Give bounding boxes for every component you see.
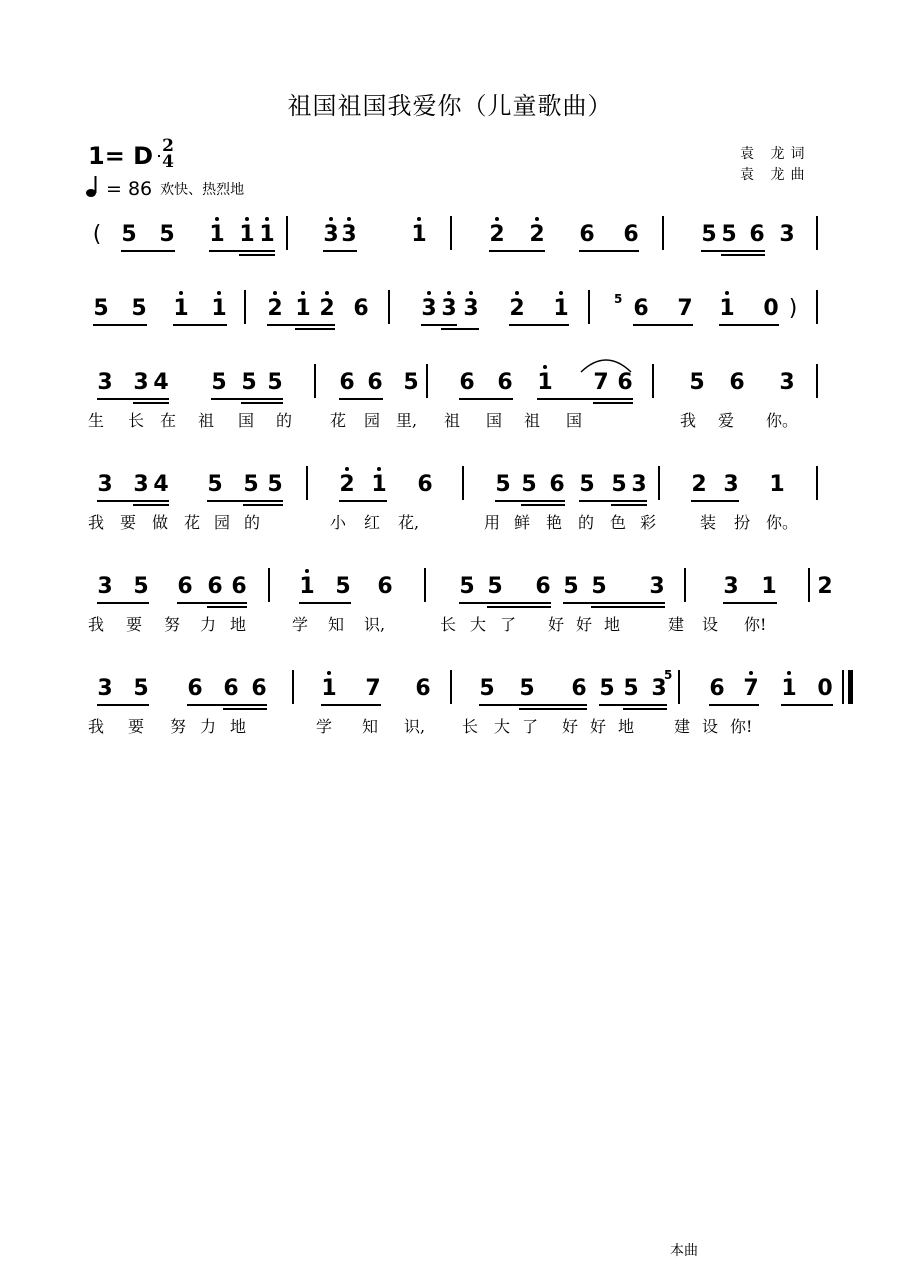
note: 3 [133, 370, 149, 395]
note: 3 [723, 574, 739, 599]
note: 3 [631, 472, 647, 497]
octave-dot [327, 671, 331, 675]
note: 5 [721, 222, 737, 247]
lyric-syllable: 生 [88, 411, 105, 430]
octave-dot [325, 291, 329, 295]
lyric-syllable: 鲜 [514, 513, 531, 532]
note: 6 [415, 676, 431, 701]
bar-line [462, 466, 464, 500]
note: 6 [549, 472, 565, 497]
octave-dot [329, 217, 333, 221]
note: 5 [519, 676, 535, 701]
lyric-syllable: 你。 [766, 411, 799, 430]
beam-underline [211, 398, 283, 400]
lyric-syllable: 识, [364, 615, 386, 634]
lyric-syllable: 园 [214, 513, 231, 532]
lyric-syllable: 地 [604, 615, 621, 634]
beam-underline [223, 708, 267, 710]
lyric-syllable: 做 [152, 513, 169, 532]
octave-dot [273, 291, 277, 295]
beam-underline [207, 606, 247, 608]
beam-underline [521, 504, 565, 506]
note: 5 [521, 472, 537, 497]
octave-dot [535, 217, 539, 221]
note: 6 [251, 676, 267, 701]
lyric-syllable: 要 [120, 513, 137, 532]
bar-line [816, 466, 818, 500]
beam-underline [579, 500, 647, 502]
beam-underline [207, 500, 283, 502]
lyric-syllable: 用 [484, 513, 501, 532]
beam-underline [593, 402, 633, 404]
note: 3 [421, 296, 437, 321]
lyric-syllable: 的 [244, 513, 261, 532]
beam-underline [537, 398, 633, 400]
note: 6 [633, 296, 649, 321]
composer-credit: 袁 龙曲 [740, 167, 811, 183]
beam-underline [459, 602, 551, 604]
octave-dot [301, 291, 305, 295]
note: 6 [749, 222, 765, 247]
note: 1 [173, 296, 189, 321]
note: 3 [779, 370, 795, 395]
bar-line [652, 364, 654, 398]
beam-underline [187, 704, 267, 706]
note: 7 [677, 296, 693, 321]
beam-underline [239, 254, 275, 256]
beam-underline [633, 324, 693, 326]
bar-line [388, 290, 390, 324]
bar-line [286, 216, 288, 250]
tempo-value: = 86 [106, 178, 153, 200]
bar-line [808, 568, 810, 602]
beam-underline [623, 708, 667, 710]
note: 6 [497, 370, 513, 395]
lyric-syllable: 祖 [524, 411, 541, 430]
beam-underline [97, 398, 169, 400]
note: 1 [209, 222, 225, 247]
bar-line [244, 290, 246, 324]
note: 3 [649, 574, 665, 599]
beam-underline [611, 504, 647, 506]
time-signature-bottom: 4 [162, 152, 174, 172]
lyric-syllable: 国 [238, 411, 255, 430]
lyric-syllable: 红 [364, 513, 381, 532]
note: 3 [97, 370, 113, 395]
lyric-syllable: 大 [470, 615, 487, 634]
octave-dot [215, 217, 219, 221]
beam-underline [479, 704, 587, 706]
beam-underline [97, 500, 169, 502]
bar-line [306, 466, 308, 500]
beam-underline [489, 250, 545, 252]
bar-line [816, 216, 818, 250]
note: 6 [459, 370, 475, 395]
note: 3 [779, 222, 795, 247]
beam-underline [321, 704, 381, 706]
note: 4 [153, 472, 169, 497]
lyric-syllable: 国 [566, 411, 583, 430]
note: 1 [239, 222, 255, 247]
beam-underline [701, 250, 765, 252]
note: 6 [187, 676, 203, 701]
lyric-syllable: 扮 [734, 513, 751, 532]
lyric-syllable: 你! [744, 615, 767, 634]
beam-underline [97, 602, 149, 604]
note: 3 [323, 222, 339, 247]
lyric-syllable: 祖 [198, 411, 215, 430]
octave-dot [749, 671, 753, 675]
lyric-syllable: 色 [610, 513, 627, 532]
note: 5 [133, 574, 149, 599]
lyric-syllable: 花 [330, 411, 347, 430]
lyric-syllable: 你。 [766, 513, 799, 532]
beam-underline [173, 324, 227, 326]
lyric-syllable: 了 [500, 615, 517, 634]
lyric-syllable: 你! [730, 717, 753, 736]
note: 6 [377, 574, 393, 599]
lyric-syllable: 国 [486, 411, 503, 430]
lyricist-credit: 袁 龙词 [740, 146, 811, 162]
note: 5 [403, 370, 419, 395]
note: 5 [495, 472, 511, 497]
beam-underline [209, 250, 275, 252]
lyric-syllable: 努 [164, 615, 181, 634]
note: 2 [509, 296, 525, 321]
lyric-syllable: 地 [230, 717, 247, 736]
note: 3 [133, 472, 149, 497]
page-title: 祖国祖国我爱你（儿童歌曲） [287, 92, 613, 120]
lyric-syllable: 识, [404, 717, 426, 736]
note: 6 [623, 222, 639, 247]
quarter-note-icon [86, 176, 100, 202]
bar-line [268, 568, 270, 602]
note: 5 [131, 296, 147, 321]
lyric-syllable: 学 [292, 615, 309, 634]
beam-underline [323, 250, 357, 252]
beam-underline [177, 602, 247, 604]
note: 5 [121, 222, 137, 247]
note: 1 [761, 574, 777, 599]
octave-dot [495, 217, 499, 221]
note: 1 [321, 676, 337, 701]
octave-dot [417, 217, 421, 221]
beam-underline [691, 500, 739, 502]
bar-line [816, 364, 818, 398]
beam-underline [267, 324, 335, 326]
tie-arc [576, 354, 636, 374]
tempo-description: 欢快、热烈地 [160, 182, 245, 198]
note: 0 [817, 676, 833, 701]
note: 3 [463, 296, 479, 321]
note: 2 [691, 472, 707, 497]
lyric-syllable: 地 [618, 717, 635, 736]
lyric-syllable: 长 [462, 717, 479, 736]
lyric-syllable: 要 [126, 615, 143, 634]
bar-line [450, 216, 452, 250]
lyric-syllable: 力 [200, 717, 217, 736]
note: 1 [769, 472, 785, 497]
bar-line [816, 290, 818, 324]
note: 3 [97, 472, 113, 497]
note: 7 [365, 676, 381, 701]
note: 2 [319, 296, 335, 321]
note: 1 [299, 574, 315, 599]
lyric-syllable: 艳 [546, 513, 563, 532]
lyric-syllable: 力 [200, 615, 217, 634]
beam-underline [563, 602, 665, 604]
beam-underline [243, 504, 283, 506]
lyric-syllable: 我 [88, 615, 105, 634]
lyric-syllable: 小 [330, 513, 347, 532]
note: 6 [617, 370, 633, 395]
beam-underline [241, 402, 283, 404]
note: 5 [243, 472, 259, 497]
beam-underline [133, 504, 169, 506]
octave-dot [345, 467, 349, 471]
time-signature [158, 138, 178, 170]
note: 5 [335, 574, 351, 599]
note: 6 [709, 676, 725, 701]
note: 5 [611, 472, 627, 497]
octave-dot [725, 291, 729, 295]
note: 1 [537, 370, 553, 395]
lyric-syllable: 装 [700, 513, 717, 532]
note: 2 [339, 472, 355, 497]
octave-dot [787, 671, 791, 675]
note: 5 [133, 676, 149, 701]
note: 0 [763, 296, 779, 321]
note: 5 [591, 574, 607, 599]
lyric-syllable: 大 [494, 717, 511, 736]
beam-underline [133, 402, 169, 404]
octave-dot [469, 291, 473, 295]
beam-underline [591, 606, 665, 608]
note: ) [788, 296, 798, 321]
beam-underline [509, 324, 569, 326]
note: 5 [689, 370, 705, 395]
lyric-syllable: 地 [230, 615, 247, 634]
lyric-syllable: 了 [522, 717, 539, 736]
lyric-syllable: 园 [364, 411, 381, 430]
tempo-marking [86, 176, 244, 202]
note: 5 [159, 222, 175, 247]
bar-line [588, 290, 590, 324]
note: 6 [729, 370, 745, 395]
note: 2 [529, 222, 545, 247]
note: 6 [353, 296, 369, 321]
lyric-syllable: 我 [88, 717, 105, 736]
note: 4 [153, 370, 169, 395]
beam-underline [339, 398, 383, 400]
lyric-syllable: 花, [398, 513, 420, 532]
lyric-syllable: 的 [276, 411, 293, 430]
note: 5 [563, 574, 579, 599]
note: 6 [207, 574, 223, 599]
time-signature-line [158, 155, 160, 157]
time-signature-top: 2 [162, 136, 174, 156]
lyric-syllable: 长 [440, 615, 457, 634]
octave-dot [265, 217, 269, 221]
bar-line [662, 216, 664, 250]
lyric-syllable: 要 [128, 717, 145, 736]
note: 2 [817, 574, 833, 599]
note: 5 [267, 370, 283, 395]
key-signature: 1= D [88, 142, 154, 170]
bar-line [426, 364, 428, 398]
note: 1 [259, 222, 275, 247]
note: 7 [593, 370, 609, 395]
lyric-syllable: 建 [668, 615, 685, 634]
beam-underline [339, 500, 387, 502]
note: 6 [417, 472, 433, 497]
footer-label: 本曲 [670, 1243, 698, 1259]
note: 6 [571, 676, 587, 701]
beam-underline [121, 250, 175, 252]
bar-line [314, 364, 316, 398]
lyric-syllable: 设 [702, 717, 719, 736]
note: 1 [411, 222, 427, 247]
note: 5 [701, 222, 717, 247]
lyric-syllable: 建 [674, 717, 691, 736]
note: 5 [241, 370, 257, 395]
note: ( [92, 222, 102, 247]
note: 3 [723, 472, 739, 497]
grace-note: 5 [614, 292, 623, 306]
note: 5 [207, 472, 223, 497]
lyric-syllable: 我 [680, 411, 697, 430]
beam-underline [459, 398, 513, 400]
note: 5 [479, 676, 495, 701]
lyric-syllable: 好 [562, 717, 579, 736]
note: 5 [267, 472, 283, 497]
lyric-syllable: 设 [702, 615, 719, 634]
beam-underline [719, 324, 779, 326]
lyric-syllable: 的 [578, 513, 595, 532]
lyric-syllable: 长 [128, 411, 145, 430]
note: 2 [489, 222, 505, 247]
beam-underline [709, 704, 759, 706]
beam-underline [579, 250, 639, 252]
octave-dot [245, 217, 249, 221]
note: 5 [459, 574, 475, 599]
lyric-syllable: 好 [576, 615, 593, 634]
lyric-syllable: 好 [590, 717, 607, 736]
note: 3 [341, 222, 357, 247]
note: 3 [651, 676, 667, 701]
note: 5 [487, 574, 503, 599]
lyric-syllable: 祖 [444, 411, 461, 430]
octave-dot [377, 467, 381, 471]
bar-line [684, 568, 686, 602]
note: 3 [97, 574, 113, 599]
note: 1 [553, 296, 569, 321]
note: 2 [267, 296, 283, 321]
note: 1 [719, 296, 735, 321]
beam-underline [495, 500, 565, 502]
note: 5 [211, 370, 227, 395]
lyric-syllable: 花 [184, 513, 201, 532]
octave-dot [217, 291, 221, 295]
octave-dot [515, 291, 519, 295]
bar-line [424, 568, 426, 602]
lyric-syllable: 知 [328, 615, 345, 634]
note: 1 [781, 676, 797, 701]
beam-underline [299, 602, 351, 604]
grace-note: 5 [664, 668, 673, 682]
note: 6 [579, 222, 595, 247]
bar-line [848, 670, 853, 704]
lyric-syllable: 彩 [640, 513, 657, 532]
beam-underline [781, 704, 833, 706]
beam-underline [519, 708, 587, 710]
lyric-syllable: 知 [362, 717, 379, 736]
bar-line [678, 670, 680, 704]
note: 6 [339, 370, 355, 395]
note: 6 [367, 370, 383, 395]
note: 3 [97, 676, 113, 701]
octave-dot [559, 291, 563, 295]
note: 1 [211, 296, 227, 321]
beam-underline [599, 704, 667, 706]
note: 1 [371, 472, 387, 497]
lyric-syllable: 我 [88, 513, 105, 532]
note: 1 [295, 296, 311, 321]
note: 6 [177, 574, 193, 599]
beam-underline [97, 704, 149, 706]
beam-underline [487, 606, 551, 608]
note: 5 [579, 472, 595, 497]
note: 6 [535, 574, 551, 599]
beam-underline [441, 328, 479, 330]
note: 5 [93, 296, 109, 321]
octave-dot [447, 291, 451, 295]
lyric-syllable: 努 [170, 717, 187, 736]
bar-line [450, 670, 452, 704]
note: 6 [231, 574, 247, 599]
bar-line [292, 670, 294, 704]
bar-line [842, 670, 844, 704]
beam-underline [721, 254, 765, 256]
note: 6 [223, 676, 239, 701]
credits [740, 144, 810, 186]
beam-underline [421, 324, 457, 326]
octave-dot [427, 291, 431, 295]
lyric-syllable: 好 [548, 615, 565, 634]
note: 3 [441, 296, 457, 321]
octave-dot [543, 365, 547, 369]
beam-underline [723, 602, 777, 604]
lyric-syllable: 学 [316, 717, 333, 736]
note: 5 [599, 676, 615, 701]
lyric-syllable: 爱 [718, 411, 735, 430]
octave-dot [305, 569, 309, 573]
note: 5 [623, 676, 639, 701]
octave-dot [347, 217, 351, 221]
note: 7 [743, 676, 759, 701]
beam-underline [295, 328, 335, 330]
bar-line [658, 466, 660, 500]
lyric-syllable: 在 [160, 411, 177, 430]
beam-underline [93, 324, 147, 326]
octave-dot [179, 291, 183, 295]
lyric-syllable: 里, [396, 411, 418, 430]
